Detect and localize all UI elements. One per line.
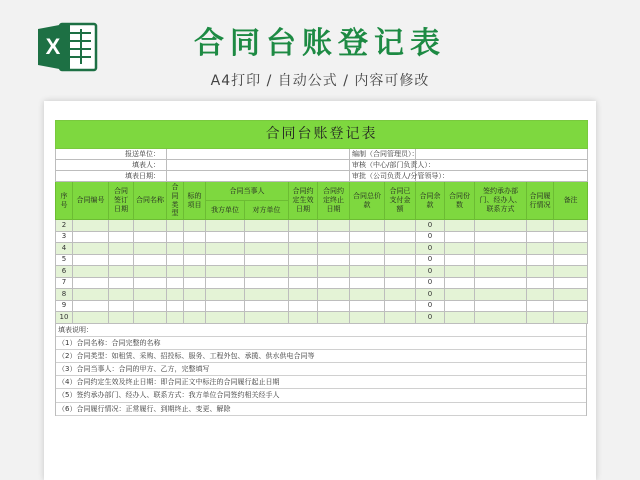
table-cell[interactable] bbox=[206, 266, 245, 278]
table-cell[interactable] bbox=[554, 243, 588, 255]
table-cell[interactable] bbox=[206, 254, 245, 266]
table-cell[interactable] bbox=[350, 277, 385, 289]
table-cell[interactable] bbox=[167, 289, 184, 301]
compiler-label: 编制（合同管理员）： bbox=[350, 149, 416, 160]
table-cell[interactable] bbox=[527, 220, 554, 232]
table-cell[interactable] bbox=[109, 300, 134, 312]
table-cell[interactable] bbox=[318, 300, 350, 312]
table-cell[interactable] bbox=[184, 300, 206, 312]
col-paid-amount: 合同已支付金额 bbox=[385, 182, 416, 220]
table-cell[interactable] bbox=[445, 231, 475, 243]
table-cell[interactable] bbox=[134, 243, 167, 255]
row-seq-cell[interactable]: 10 bbox=[56, 312, 73, 324]
reviewer-label: 审核（中心/部门负责人）： bbox=[350, 160, 416, 171]
col-type: 合同类型 bbox=[167, 182, 184, 220]
table-cell[interactable] bbox=[289, 243, 318, 255]
table-cell[interactable] bbox=[73, 266, 109, 278]
approver-label: 审批（公司负责人/分管领导）： bbox=[350, 171, 416, 182]
row-balance-cell[interactable]: 0 bbox=[416, 277, 445, 289]
table-cell[interactable] bbox=[109, 254, 134, 266]
table-cell[interactable] bbox=[475, 243, 527, 255]
table-cell[interactable] bbox=[350, 312, 385, 324]
table-cell[interactable] bbox=[245, 277, 289, 289]
table-row bbox=[56, 220, 588, 232]
table-cell[interactable] bbox=[73, 312, 109, 324]
table-cell[interactable] bbox=[73, 289, 109, 301]
table-cell[interactable] bbox=[289, 300, 318, 312]
table-cell[interactable] bbox=[554, 220, 588, 232]
col-party-other: 对方单位 bbox=[245, 201, 289, 220]
table-cell[interactable] bbox=[134, 300, 167, 312]
table-cell[interactable] bbox=[527, 231, 554, 243]
row-seq-cell[interactable]: 7 bbox=[56, 277, 73, 289]
col-contract-no: 合同编号 bbox=[73, 182, 109, 220]
table-cell[interactable] bbox=[350, 266, 385, 278]
table-cell[interactable] bbox=[289, 266, 318, 278]
instruction-line: （3）合同当事人：合同的甲方、乙方，完整填写 bbox=[56, 363, 586, 376]
table-cell[interactable] bbox=[385, 243, 416, 255]
table-cell[interactable] bbox=[554, 254, 588, 266]
table-cell[interactable] bbox=[318, 312, 350, 324]
table-cell[interactable] bbox=[289, 277, 318, 289]
col-seq: 序号 bbox=[56, 182, 73, 220]
table-cell[interactable] bbox=[554, 266, 588, 278]
table-cell[interactable] bbox=[184, 289, 206, 301]
table-cell[interactable] bbox=[318, 243, 350, 255]
table-cell[interactable] bbox=[318, 220, 350, 232]
row-balance-cell[interactable]: 0 bbox=[416, 243, 445, 255]
table-cell[interactable] bbox=[289, 312, 318, 324]
table-cell[interactable] bbox=[206, 277, 245, 289]
table-cell[interactable] bbox=[73, 243, 109, 255]
table-cell[interactable] bbox=[445, 220, 475, 232]
table-cell[interactable] bbox=[184, 312, 206, 324]
row-seq-cell[interactable]: 9 bbox=[56, 300, 73, 312]
table-cell[interactable] bbox=[167, 231, 184, 243]
table-cell[interactable] bbox=[385, 231, 416, 243]
col-remark: 备注 bbox=[554, 182, 588, 220]
table-cell[interactable] bbox=[134, 289, 167, 301]
row-balance-cell[interactable]: 0 bbox=[416, 300, 445, 312]
table-cell[interactable] bbox=[318, 277, 350, 289]
table-cell[interactable] bbox=[554, 289, 588, 301]
spreadsheet-preview bbox=[44, 101, 596, 480]
col-balance: 合同余款 bbox=[416, 182, 445, 220]
table-cell[interactable] bbox=[350, 254, 385, 266]
table-cell[interactable] bbox=[184, 243, 206, 255]
table-cell[interactable] bbox=[385, 266, 416, 278]
send-unit-value[interactable] bbox=[167, 149, 350, 160]
table-cell[interactable] bbox=[134, 231, 167, 243]
table-cell[interactable] bbox=[385, 220, 416, 232]
table-row bbox=[56, 254, 588, 266]
table-cell[interactable] bbox=[475, 289, 527, 301]
instruction-line: （1）合同名称：合同完整的名称 bbox=[56, 337, 586, 350]
row-seq-cell[interactable]: 3 bbox=[56, 231, 73, 243]
table-cell[interactable] bbox=[318, 254, 350, 266]
table-cell[interactable] bbox=[184, 254, 206, 266]
table-cell[interactable] bbox=[289, 254, 318, 266]
col-total-amount: 合同总价款 bbox=[350, 182, 385, 220]
table-cell[interactable] bbox=[289, 289, 318, 301]
table-cell[interactable] bbox=[206, 289, 245, 301]
table-cell[interactable] bbox=[134, 312, 167, 324]
col-party-ours: 我方单位 bbox=[206, 201, 245, 220]
table-cell[interactable] bbox=[385, 254, 416, 266]
table-cell[interactable] bbox=[245, 266, 289, 278]
table-cell[interactable] bbox=[445, 300, 475, 312]
table-cell[interactable] bbox=[109, 266, 134, 278]
table-cell[interactable] bbox=[554, 231, 588, 243]
table-row bbox=[56, 289, 588, 301]
table-cell[interactable] bbox=[554, 312, 588, 324]
fill-date-value[interactable] bbox=[167, 171, 350, 182]
table-cell[interactable] bbox=[134, 254, 167, 266]
instruction-line: 填表说明： bbox=[56, 324, 586, 337]
table-cell[interactable] bbox=[445, 312, 475, 324]
table-cell[interactable] bbox=[206, 312, 245, 324]
table-cell[interactable] bbox=[350, 231, 385, 243]
table-cell[interactable] bbox=[475, 231, 527, 243]
table-cell[interactable] bbox=[206, 220, 245, 232]
table-cell[interactable] bbox=[109, 289, 134, 301]
table-cell[interactable] bbox=[318, 289, 350, 301]
table-cell[interactable] bbox=[167, 277, 184, 289]
col-name: 合同名称 bbox=[134, 182, 167, 220]
table-cell[interactable] bbox=[350, 243, 385, 255]
table-cell[interactable] bbox=[73, 254, 109, 266]
table-cell[interactable] bbox=[134, 266, 167, 278]
table-cell[interactable] bbox=[245, 243, 289, 255]
reviewer-value[interactable] bbox=[416, 160, 588, 171]
instruction-line: （4）合同约定生效及终止日期：即合同正文中标注的合同履行起止日期 bbox=[56, 376, 586, 389]
table-cell[interactable] bbox=[109, 243, 134, 255]
sheet-title: 合同台账登记表 bbox=[56, 121, 588, 149]
table-cell[interactable] bbox=[527, 243, 554, 255]
table-cell[interactable] bbox=[350, 300, 385, 312]
table-cell[interactable] bbox=[475, 312, 527, 324]
row-balance-cell[interactable]: 0 bbox=[416, 289, 445, 301]
table-cell[interactable] bbox=[167, 254, 184, 266]
page-subtitle: A4打印 / 自动公式 / 内容可修改 bbox=[210, 73, 430, 89]
table-cell[interactable] bbox=[167, 220, 184, 232]
row-seq-cell[interactable]: 4 bbox=[56, 243, 73, 255]
table-cell[interactable] bbox=[385, 312, 416, 324]
col-end-date: 合同约定终止日期 bbox=[318, 182, 350, 220]
col-status: 合同履行情况 bbox=[527, 182, 554, 220]
table-row bbox=[56, 231, 588, 243]
table-cell[interactable] bbox=[527, 300, 554, 312]
filler-label: 填表人： bbox=[56, 160, 167, 171]
send-unit-label: 报送单位： bbox=[56, 149, 167, 160]
page-title: 合同台账登记表 bbox=[194, 26, 446, 61]
table-row bbox=[56, 243, 588, 255]
table-cell[interactable] bbox=[318, 231, 350, 243]
table-cell[interactable] bbox=[475, 266, 527, 278]
table-cell[interactable] bbox=[385, 277, 416, 289]
table-cell[interactable] bbox=[445, 243, 475, 255]
row-seq-cell[interactable]: 5 bbox=[56, 254, 73, 266]
row-seq-cell[interactable]: 8 bbox=[56, 289, 73, 301]
table-cell[interactable] bbox=[167, 312, 184, 324]
col-handler: 签约承办部门、经办人、联系方式 bbox=[475, 182, 527, 220]
table-cell[interactable] bbox=[73, 220, 109, 232]
table-cell[interactable] bbox=[134, 277, 167, 289]
table-cell[interactable] bbox=[206, 231, 245, 243]
table-cell[interactable] bbox=[206, 243, 245, 255]
table-cell[interactable] bbox=[109, 277, 134, 289]
table-cell[interactable] bbox=[475, 300, 527, 312]
table-cell[interactable] bbox=[245, 300, 289, 312]
col-parties: 合同当事人 bbox=[206, 182, 289, 201]
table-cell[interactable] bbox=[385, 289, 416, 301]
svg-text:X: X bbox=[45, 34, 61, 59]
col-sign-date: 合同签订日期 bbox=[109, 182, 134, 220]
table-cell[interactable] bbox=[184, 231, 206, 243]
table-cell[interactable] bbox=[289, 231, 318, 243]
table-cell[interactable] bbox=[73, 277, 109, 289]
table-cell[interactable] bbox=[445, 289, 475, 301]
row-seq-cell[interactable]: 6 bbox=[56, 266, 73, 278]
table-cell[interactable] bbox=[245, 289, 289, 301]
table-cell[interactable] bbox=[73, 300, 109, 312]
table-row bbox=[56, 300, 588, 312]
table-cell[interactable] bbox=[109, 312, 134, 324]
instruction-line: （5）签约承办部门、经办人、联系方式：我方单位合同签约相关经手人 bbox=[56, 389, 586, 402]
row-balance-cell[interactable]: 0 bbox=[416, 231, 445, 243]
table-cell[interactable] bbox=[245, 312, 289, 324]
table-cell[interactable] bbox=[350, 220, 385, 232]
table-cell[interactable] bbox=[475, 254, 527, 266]
table-cell[interactable] bbox=[289, 220, 318, 232]
instruction-line: （2）合同类型：如租赁、采购、招投标、服务、工程外包、承揽、供水供电合同等 bbox=[56, 350, 586, 363]
table-cell[interactable] bbox=[167, 300, 184, 312]
table-cell[interactable] bbox=[527, 266, 554, 278]
table-cell[interactable] bbox=[167, 266, 184, 278]
col-effective-date: 合同约定生效日期 bbox=[289, 182, 318, 220]
table-row bbox=[56, 312, 588, 324]
table-cell[interactable] bbox=[73, 231, 109, 243]
table-cell[interactable] bbox=[184, 220, 206, 232]
instruction-line: （6）合同履行情况：正常履行、到期终止、变更、解除 bbox=[56, 403, 586, 416]
filler-value[interactable] bbox=[167, 160, 350, 171]
table-cell[interactable] bbox=[134, 220, 167, 232]
table-cell[interactable] bbox=[184, 277, 206, 289]
table-row bbox=[56, 266, 588, 278]
table-cell[interactable] bbox=[245, 231, 289, 243]
row-balance-cell[interactable]: 0 bbox=[416, 266, 445, 278]
fill-instructions bbox=[55, 324, 587, 416]
table-cell[interactable] bbox=[475, 277, 527, 289]
table-cell[interactable] bbox=[245, 254, 289, 266]
contract-ledger-table bbox=[55, 120, 588, 324]
table-cell[interactable] bbox=[184, 266, 206, 278]
table-cell[interactable] bbox=[206, 300, 245, 312]
compiler-value[interactable] bbox=[416, 149, 588, 160]
table-cell[interactable] bbox=[445, 266, 475, 278]
table-cell[interactable] bbox=[554, 300, 588, 312]
table-cell[interactable] bbox=[527, 312, 554, 324]
table-cell[interactable] bbox=[385, 300, 416, 312]
row-balance-cell[interactable]: 0 bbox=[416, 312, 445, 324]
col-subject: 标的项目 bbox=[184, 182, 206, 220]
fill-date-label: 填表日期： bbox=[56, 171, 167, 182]
col-copies: 合同份数 bbox=[445, 182, 475, 220]
table-cell[interactable] bbox=[527, 277, 554, 289]
table-cell[interactable] bbox=[445, 277, 475, 289]
table-cell[interactable] bbox=[109, 231, 134, 243]
table-cell[interactable] bbox=[527, 254, 554, 266]
table-cell[interactable] bbox=[554, 277, 588, 289]
table-cell[interactable] bbox=[475, 220, 527, 232]
table-cell[interactable] bbox=[350, 289, 385, 301]
table-cell[interactable] bbox=[445, 254, 475, 266]
table-cell[interactable] bbox=[245, 220, 289, 232]
table-row bbox=[56, 277, 588, 289]
table-cell[interactable] bbox=[167, 243, 184, 255]
table-cell[interactable] bbox=[318, 266, 350, 278]
row-seq-cell[interactable]: 2 bbox=[56, 220, 73, 232]
row-balance-cell[interactable]: 0 bbox=[416, 254, 445, 266]
row-balance-cell[interactable]: 0 bbox=[416, 220, 445, 232]
table-cell[interactable] bbox=[109, 220, 134, 232]
table-cell[interactable] bbox=[527, 289, 554, 301]
